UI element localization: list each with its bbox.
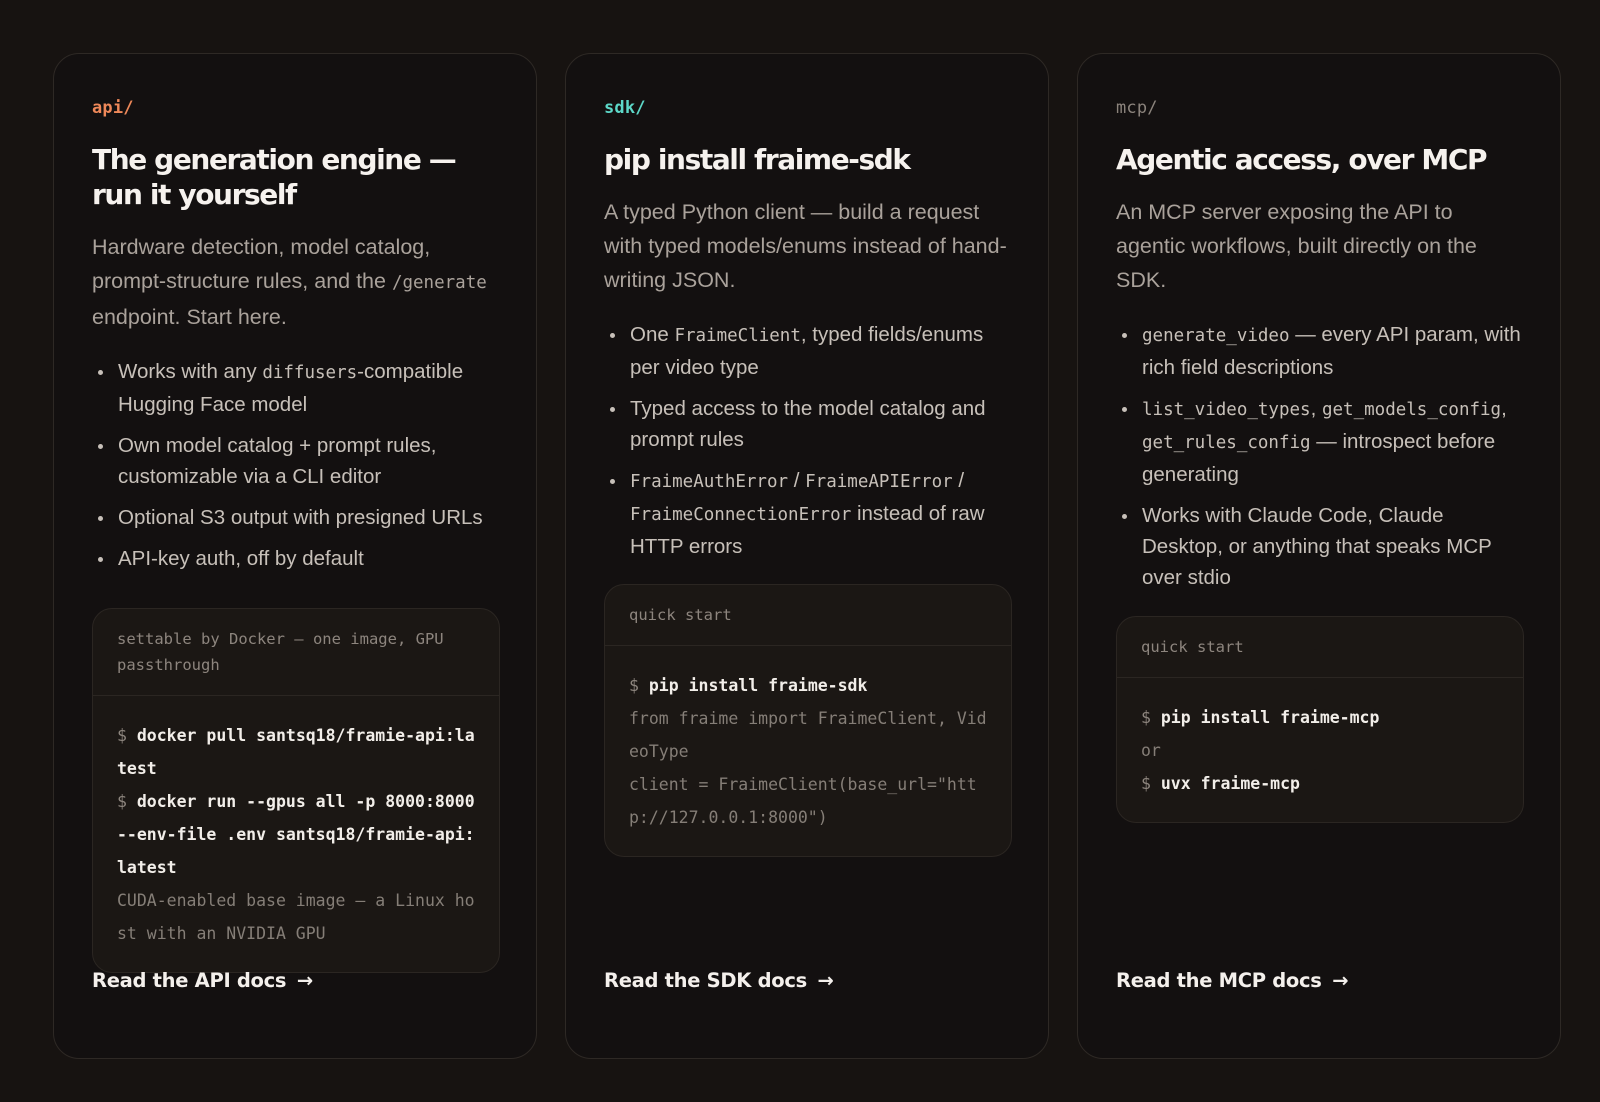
sdk-tag: sdk/ bbox=[604, 98, 646, 118]
sdk-feature-list bbox=[604, 319, 1011, 562]
code-block-body[interactable]: $ docker pull santsq18/framie-api:latest $ docker run --gpus all -p 8000:8000 --env-file .env santsq18/framie-api:latest CUDA-enabled base image — a Linux host with an NVIDIA GPU bbox=[117, 726, 475, 943]
mcp-feature-list bbox=[1116, 319, 1523, 593]
api-tag: api/ bbox=[92, 98, 134, 118]
cards-grid bbox=[53, 53, 1560, 1059]
arrow-right-icon: → bbox=[296, 969, 313, 992]
code-block-header: settable by Docker — one image, GPU passthrough bbox=[93, 609, 499, 696]
code-block-body[interactable]: $ pip install fraime-mcp or $ uvx fraime-mcp bbox=[1141, 708, 1380, 793]
mcp-card-description: An MCP server exposing the API to agentic workflows, built directly on the SDK. bbox=[1116, 200, 1477, 292]
mcp-card bbox=[1077, 53, 1561, 1059]
api-feature-list bbox=[92, 356, 499, 574]
list-item: Works with any diffusers-compatible Hugging Face model bbox=[92, 356, 499, 420]
list-item: API-key auth, off by default bbox=[92, 543, 499, 574]
api-card-description: Hardware detection, model catalog, prompt-structure rules, and the /generate endpoint. Start here. bbox=[92, 235, 487, 329]
read-api-docs-link[interactable]: Read the API docs → bbox=[92, 969, 313, 992]
list-item: FraimeAuthError / FraimeAPIError / FraimeConnectionError instead of raw HTTP errors bbox=[604, 465, 1011, 562]
read-mcp-docs-link[interactable]: Read the MCP docs → bbox=[1116, 969, 1349, 992]
api-code-block bbox=[92, 608, 500, 973]
list-item: list_video_types, get_models_config, get_rules_config — introspect before generating bbox=[1116, 393, 1523, 490]
api-card bbox=[53, 53, 537, 1059]
code-block-body[interactable]: $ pip install fraime-sdk from fraime import FraimeClient, VideoType client = FraimeClient(base_url="http://127.0.0.1:8000") bbox=[629, 676, 987, 827]
list-item: One FraimeClient, typed fields/enums per video type bbox=[604, 319, 1011, 383]
code-block-header: quick start bbox=[1117, 617, 1523, 678]
arrow-right-icon: → bbox=[1332, 969, 1349, 992]
mcp-code-block bbox=[1116, 616, 1524, 823]
read-sdk-docs-link[interactable]: Read the SDK docs → bbox=[604, 969, 834, 992]
sdk-card-description: A typed Python client — build a request with typed models/enums instead of hand-writing JSON. bbox=[604, 200, 1007, 292]
list-item: Own model catalog + prompt rules, customizable via a CLI editor bbox=[92, 430, 499, 492]
mcp-card-title: Agentic access, over MCP bbox=[1116, 143, 1487, 176]
list-item: Typed access to the model catalog and prompt rules bbox=[604, 393, 1011, 455]
generate-endpoint-code: /generate bbox=[391, 273, 487, 293]
sdk-card-title: pip install fraime-sdk bbox=[604, 143, 910, 176]
sdk-card bbox=[565, 53, 1049, 1059]
list-item: Optional S3 output with presigned URLs bbox=[92, 502, 499, 533]
sdk-code-block bbox=[604, 584, 1012, 857]
code-block-header: quick start bbox=[605, 585, 1011, 646]
arrow-right-icon: → bbox=[817, 969, 834, 992]
api-card-title: The generation engine — run it yourself bbox=[92, 143, 456, 211]
list-item: Works with Claude Code, Claude Desktop, or anything that speaks MCP over stdio bbox=[1116, 500, 1523, 593]
mcp-tag: mcp/ bbox=[1116, 98, 1158, 118]
list-item: generate_video — every API param, with rich field descriptions bbox=[1116, 319, 1523, 383]
